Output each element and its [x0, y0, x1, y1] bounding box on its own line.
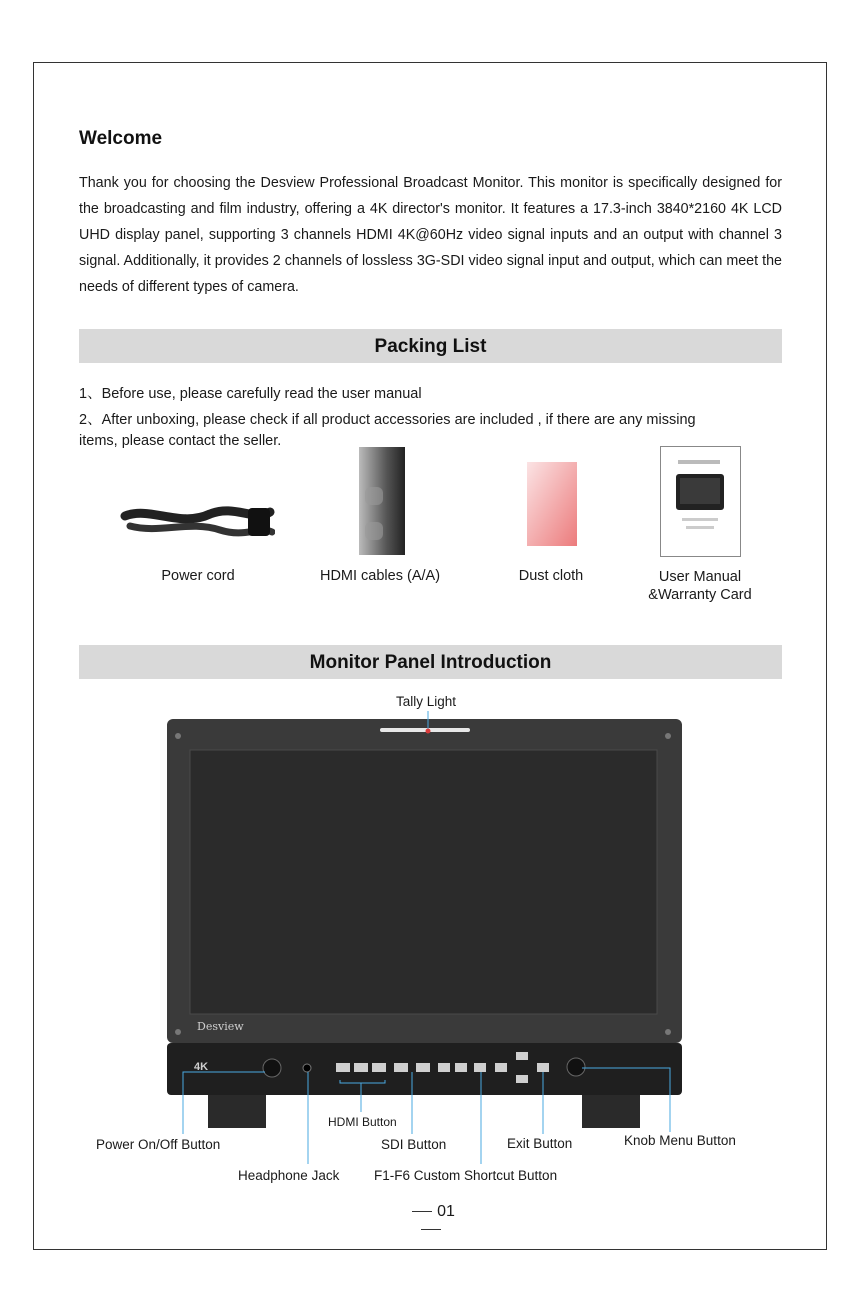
power-button[interactable] — [263, 1059, 281, 1077]
packing-note-1: 1、Before use, please carefully read the user manual — [79, 386, 422, 402]
f6-button[interactable] — [516, 1075, 528, 1083]
f4-button[interactable] — [495, 1063, 507, 1072]
f2-button[interactable] — [455, 1063, 467, 1072]
user-manual-label-line-2: &Warranty Card — [648, 587, 752, 603]
monitor-panel-header: Monitor Panel Introduction — [79, 645, 782, 679]
sdi2-button[interactable] — [416, 1063, 430, 1072]
hdmi-cables-label: HDMI cables (A/A) — [319, 568, 441, 584]
tally-light — [380, 728, 470, 732]
right-stand — [582, 1092, 640, 1128]
hdmi2-button[interactable] — [354, 1063, 368, 1072]
monitor-screen — [190, 750, 657, 1014]
page-number-dash-right — [421, 1229, 441, 1230]
f5-button[interactable] — [516, 1052, 528, 1060]
hdmi-button-label: HDMI Button — [328, 1115, 397, 1129]
badge-4k: 4K — [194, 1061, 209, 1073]
knob-menu-button[interactable] — [567, 1058, 585, 1076]
packing-list-header: Packing List — [79, 329, 782, 363]
headphone-jack-label: Headphone Jack — [238, 1168, 340, 1183]
power-button-label: Power On/Off Button — [96, 1137, 221, 1152]
page-number-dash-left — [412, 1211, 432, 1212]
page-number-text: 01 — [437, 1203, 455, 1220]
brand-logo: Desview — [197, 1020, 244, 1033]
tally-light-label: Tally Light — [396, 694, 457, 709]
f1-button[interactable] — [438, 1063, 450, 1072]
f3-button[interactable] — [474, 1063, 486, 1072]
hdmi3-button[interactable] — [372, 1063, 386, 1072]
exit-button-label: Exit Button — [507, 1136, 573, 1151]
exit-button[interactable] — [537, 1063, 549, 1072]
sdi-button-label: SDI Button — [381, 1137, 447, 1152]
f-keys-label: F1-F6 Custom Shortcut Button — [374, 1168, 558, 1183]
sdi1-button[interactable] — [394, 1063, 408, 1072]
dust-cloth-label: Dust cloth — [518, 568, 584, 584]
user-manual-label-line-1: User Manual — [658, 569, 742, 585]
headphone-jack — [303, 1064, 311, 1072]
packing-note-2-line-2: items, please contact the seller. — [79, 433, 282, 449]
page-number — [394, 1203, 468, 1239]
left-stand — [208, 1092, 266, 1128]
packing-note-2-line-1: 2、After unboxing, please check if all product accessories are included , if there are any missing — [79, 412, 696, 428]
power-cord-label: Power cord — [161, 568, 235, 584]
welcome-paragraph: Thank you for choosing the Desview Professional Broadcast Monitor. This monitor is specifically designed for the broadcasting and film industry, offering a 4K director's monitor. It features a 17.3-inch 3840*2160 4K LCD UHD display panel, supporting 3 channels HDMI 4K@60Hz video signal inputs and an output with channel 3 signal. Additionally, it provides 2 channels of lossless 3G-SDI video signal input and output, which can meet the needs of different types of camera. — [79, 175, 782, 295]
welcome-heading: Welcome — [79, 128, 163, 149]
hdmi1-button[interactable] — [336, 1063, 350, 1072]
knob-menu-label: Knob Menu Button — [624, 1133, 736, 1148]
